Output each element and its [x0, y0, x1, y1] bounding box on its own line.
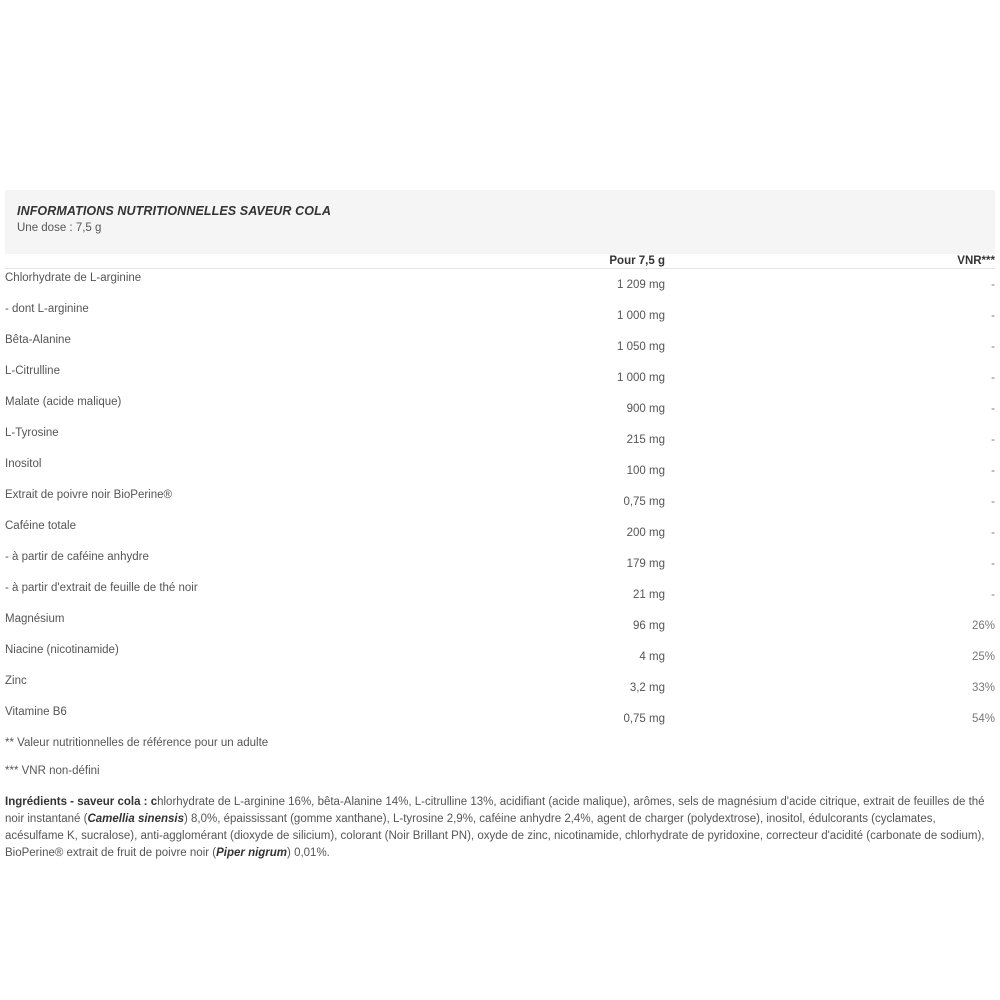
nutrient-vnr: 54%	[971, 712, 995, 725]
nutrient-vnr: -	[991, 464, 995, 477]
nutrient-name: - dont L-arginine	[5, 303, 89, 315]
table-row	[5, 579, 995, 610]
nutrient-vnr: -	[991, 495, 995, 508]
nutrient-amount: 21 mg	[633, 588, 665, 601]
table-row	[5, 486, 995, 517]
ingredients-label: Ingrédients - saveur cola : c	[5, 796, 158, 808]
ingredients-latin-2: Piper nigrum	[216, 847, 288, 859]
nutrient-name: Caféine totale	[5, 520, 76, 532]
nutrition-table	[5, 254, 995, 734]
nutrient-vnr: 26%	[971, 619, 995, 632]
column-header-amount: Pour 7,5 g	[609, 255, 665, 267]
nutrient-vnr: -	[991, 433, 995, 446]
nutrient-vnr: -	[991, 278, 995, 291]
nutrient-name: L-Tyrosine	[5, 427, 59, 439]
ingredients-latin-1: Camellia sinensis	[87, 813, 184, 825]
table-row	[5, 455, 995, 486]
table-row	[5, 548, 995, 579]
table-row	[5, 610, 995, 641]
nutrient-amount: 1 209 mg	[617, 278, 665, 291]
ingredients-text	[5, 794, 995, 862]
table-row	[5, 641, 995, 672]
nutrient-name: Malate (acide malique)	[5, 396, 122, 408]
nutrient-amount: 0,75 mg	[623, 495, 665, 508]
nutrition-header	[5, 190, 995, 254]
ingredients-part-1: hlorhydrate de L-arginine 16%, bêta-Alanine 14%, L-citrulline 13%, acidifiant (acide malique), arômes, sels de magnésium d'acide citrique, extrait de feuilles de thé noir instantané (	[5, 796, 985, 825]
nutrient-amount: 215 mg	[626, 433, 665, 446]
nutrient-name: Inositol	[5, 458, 42, 470]
table-row	[5, 703, 995, 734]
table-row	[5, 672, 995, 703]
nutrient-amount: 179 mg	[626, 557, 665, 570]
nutrient-name: Zinc	[5, 675, 27, 687]
nutrient-amount: 100 mg	[626, 464, 665, 477]
footnote-vnr-undefined: *** VNR non-défini	[5, 765, 100, 777]
nutrient-name: - à partir de caféine anhydre	[5, 551, 149, 563]
serving-size: Une dose : 7,5 g	[17, 222, 102, 234]
nutrient-amount: 4 mg	[639, 650, 665, 663]
nutrient-name: L-Citrulline	[5, 365, 60, 377]
nutrient-amount: 1 050 mg	[617, 340, 665, 353]
nutrient-name: Bêta-Alanine	[5, 334, 71, 346]
nutrient-amount: 900 mg	[626, 402, 665, 415]
nutrient-amount: 1 000 mg	[617, 309, 665, 322]
table-row	[5, 331, 995, 362]
nutrient-vnr: -	[991, 526, 995, 539]
footnotes	[5, 734, 995, 790]
nutrient-amount: 96 mg	[633, 619, 665, 632]
table-row	[5, 269, 995, 300]
nutrient-amount: 200 mg	[626, 526, 665, 539]
footnote-vnr-reference: ** Valeur nutritionnelles de référence pour un adulte	[5, 737, 269, 749]
nutrient-name: Chlorhydrate de L-arginine	[5, 272, 142, 284]
ingredients-part-3: ) 0,01%.	[287, 847, 330, 859]
table-row	[5, 517, 995, 548]
nutrition-panel	[5, 190, 995, 862]
nutrient-name: Niacine (nicotinamide)	[5, 644, 119, 656]
nutrient-vnr: -	[991, 309, 995, 322]
nutrient-name: Extrait de poivre noir BioPerine®	[5, 489, 172, 501]
table-row	[5, 362, 995, 393]
nutrient-amount: 1 000 mg	[617, 371, 665, 384]
nutrient-name: - à partir d'extrait de feuille de thé noir	[5, 582, 198, 594]
nutrient-vnr: -	[991, 402, 995, 415]
nutrient-vnr: -	[991, 588, 995, 601]
nutrient-name: Magnésium	[5, 613, 65, 625]
nutrient-vnr: -	[991, 340, 995, 353]
nutrient-vnr: 25%	[971, 650, 995, 663]
table-row	[5, 424, 995, 455]
nutrient-vnr: 33%	[971, 681, 995, 694]
column-header-nutrient	[5, 254, 565, 269]
table-row	[5, 300, 995, 331]
column-header-vnr: VNR***	[957, 255, 995, 267]
ingredients-part-2: ) 8,0%, épaississant (gomme xanthane), L-tyrosine 2,9%, caféine anhydre 2,4%, agent de charger (polydextrose), inositol, édulcorants (cyclamates, acésulfame K, sucralose), anti-agglomérant (dioxyde de silicium), colorant (Noir Brillant PN), oxyde de zinc, nicotinamide, chlorhydrate de pyridoxine, correcteur d'acidité (carbonate de sodium), BioPerine® extrait de fruit de poivre noir (	[5, 813, 985, 859]
table-row	[5, 393, 995, 424]
nutrient-name: Vitamine B6	[5, 706, 67, 718]
nutrient-amount: 0,75 mg	[623, 712, 665, 725]
nutrient-vnr: -	[991, 557, 995, 570]
nutrient-amount: 3,2 mg	[629, 681, 665, 694]
nutrition-title: INFORMATIONS NUTRITIONNELLES SAVEUR COLA	[17, 204, 331, 218]
nutrient-vnr: -	[991, 371, 995, 384]
